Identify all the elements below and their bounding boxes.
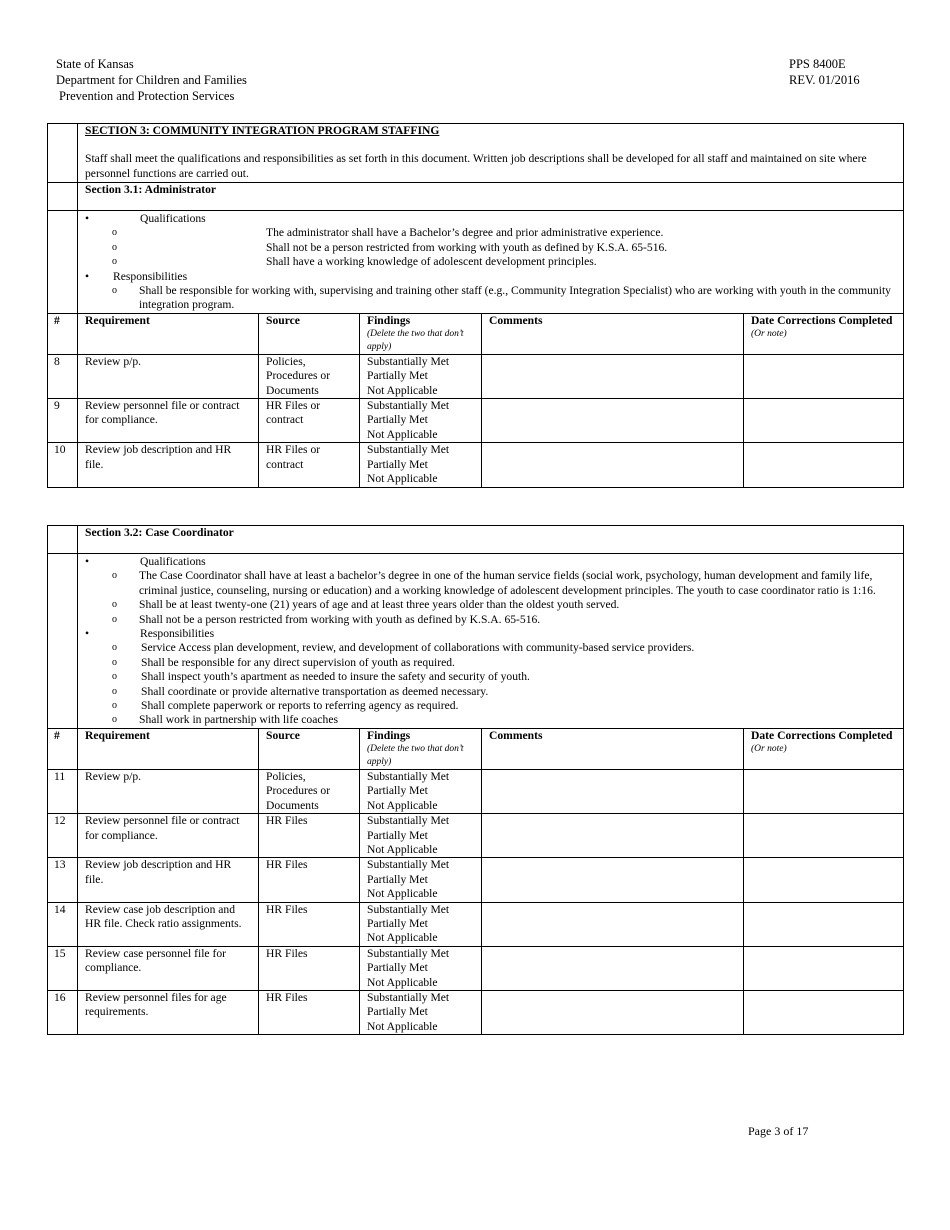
page-number: Page 3 of 17: [748, 1124, 809, 1138]
table-row: 10 Review job description and HR file. HR Files or contract Substantially Met Partially Met Not Applicable: [48, 443, 904, 487]
header-state: State of Kansas: [56, 57, 134, 71]
list-item: o Service Access plan development, review, and development of collaborations with community-based service providers.: [112, 641, 695, 655]
bullet-icon: •: [85, 555, 90, 568]
circle-bullet-icon: o: [112, 241, 117, 253]
list-item: o Shall coordinate or provide alternative transportation as deemed necessary.: [112, 684, 489, 698]
circle-bullet-icon: o: [112, 642, 117, 654]
circle-bullet-icon: o: [112, 599, 117, 611]
section-3-1-title: Section 3.1: Administrator: [78, 183, 904, 211]
date-cell: [744, 769, 904, 813]
list-item: o The administrator shall have a Bachelor’s degree and prior administrative experience.: [112, 226, 664, 240]
circle-bullet-icon: o: [112, 285, 117, 297]
list-item: o Shall be responsible for working with, supervising and training other staff (e.g., Community Integration Specialist) who are working with youth in the community integration program.: [112, 284, 891, 312]
section-3-intro-cell: [78, 124, 904, 183]
circle-bullet-icon: o: [112, 656, 117, 668]
qualifications-label: Qualifications: [140, 212, 206, 225]
section-3-2-details: [78, 554, 904, 729]
responsibilities-item: [85, 270, 896, 313]
date-cell: [744, 354, 904, 398]
comments-cell: [482, 990, 744, 1034]
section-3-2-title: Section 3.2: Case Coordinator: [78, 526, 904, 554]
comments-cell: [482, 946, 744, 990]
header-right: [789, 56, 860, 88]
circle-bullet-icon: o: [112, 227, 117, 239]
list-item: o Shall have a working knowledge of adolescent development principles.: [112, 255, 597, 269]
comments-cell: [482, 858, 744, 902]
comments-cell: [482, 814, 744, 858]
header-left: [56, 56, 247, 104]
section-3-title: SECTION 3: COMMUNITY INTEGRATION PROGRAM STAFFING: [85, 124, 440, 137]
table-row: 12 Review personnel file or contract for compliance. HR Files Substantially Met Partially Met Not Applicable: [48, 814, 904, 858]
list-item: o Shall not be a person restricted from working with youth as defined by K.S.A. 65-516.: [112, 240, 668, 254]
circle-bullet-icon: o: [112, 685, 117, 697]
list-item: o Shall be at least twenty-one (21) years of age and at least three years older than the oldest youth served.: [112, 598, 620, 612]
table-row: 15 Review case personnel file for compliance. HR Files Substantially Met Partially Met Not Applicable: [48, 946, 904, 990]
date-cell: [744, 946, 904, 990]
date-cell: [744, 902, 904, 946]
qualifications-label: Qualifications: [140, 555, 206, 568]
comments-cell: [482, 399, 744, 443]
list-item: o The Case Coordinator shall have at least a bachelor’s degree in one of the human service fields (social work, psychology, human development and family life, criminal justice, counseling, nursing or education) and a working knowledge of adolescent development principles. The youth to case coordinator ratio is 1:16.: [112, 569, 876, 597]
table-header-row: # Requirement Source Findings (Delete the two that don’t apply) Comments Date Corrections Completed (Or note): [48, 728, 904, 769]
comments-cell: [482, 443, 744, 487]
header-revision: REV. 01/2016: [789, 73, 860, 87]
qualifications-item: [85, 212, 896, 270]
date-cell: [744, 814, 904, 858]
list-item: o Shall be responsible for any direct supervision of youth as required.: [112, 655, 455, 669]
table-header-row: # Requirement Source Findings (Delete the two that don’t apply) Comments Date Corrections Completed (Or note): [48, 313, 904, 354]
header-form-number: PPS 8400E: [789, 57, 846, 71]
section-3-intro: Staff shall meet the qualifications and responsibilities as set forth in this document. Written job descriptions shall be developed for all staff and maintained on site where personnel functions are carried out.: [85, 152, 867, 180]
table-row: 8 Review p/p. Policies, Procedures or Documents Substantially Met Partially Met Not Applicable: [48, 354, 904, 398]
responsibilities-label: Responsibilities: [140, 627, 215, 641]
qualifications-item: [85, 555, 896, 627]
bullet-icon: •: [85, 212, 90, 225]
comments-cell: [482, 354, 744, 398]
list-item: o Shall work in partnership with life coaches: [112, 713, 338, 727]
responsibilities-label: Responsibilities: [113, 269, 188, 283]
section-3-1-details: [78, 211, 904, 314]
date-cell: [744, 990, 904, 1034]
table-row: 14 Review case job description and HR file. Check ratio assignments. HR Files Substantially Met Partially Met Not Applicable: [48, 902, 904, 946]
list-item: o Shall inspect youth’s apartment as needed to insure the safety and security of youth.: [112, 670, 530, 684]
list-item: o Shall not be a person restricted from working with youth as defined by K.S.A. 65-516.: [112, 612, 541, 626]
comments-cell: [482, 902, 744, 946]
circle-bullet-icon: o: [112, 700, 117, 712]
header-department: Department for Children and Families: [56, 73, 247, 87]
bullet-icon: •: [85, 627, 90, 641]
date-cell: [744, 443, 904, 487]
table-row: 16 Review personnel files for age requirements. HR Files Substantially Met Partially Met Not Applicable: [48, 990, 904, 1034]
circle-bullet-icon: o: [112, 671, 117, 683]
header-division: Prevention and Protection Services: [59, 89, 235, 103]
responsibilities-item: [85, 627, 896, 728]
circle-bullet-icon: o: [112, 570, 117, 582]
table-row: 13 Review job description and HR file. HR Files Substantially Met Partially Met Not Applicable: [48, 858, 904, 902]
comments-cell: [482, 769, 744, 813]
bullet-icon: •: [85, 269, 90, 283]
table-row: 9 Review personnel file or contract for compliance. HR Files or contract Substantially Met Partially Met Not Applicable: [48, 399, 904, 443]
circle-bullet-icon: o: [112, 714, 117, 726]
date-cell: [744, 858, 904, 902]
date-cell: [744, 399, 904, 443]
table-row: 11 Review p/p. Policies, Procedures or Documents Substantially Met Partially Met Not Applicable: [48, 769, 904, 813]
section-3-1-table: [47, 123, 904, 488]
circle-bullet-icon: o: [112, 256, 117, 268]
circle-bullet-icon: o: [112, 613, 117, 625]
list-item: o Shall complete paperwork or reports to referring agency as required.: [112, 699, 459, 713]
section-3-2-table: [47, 525, 904, 1035]
